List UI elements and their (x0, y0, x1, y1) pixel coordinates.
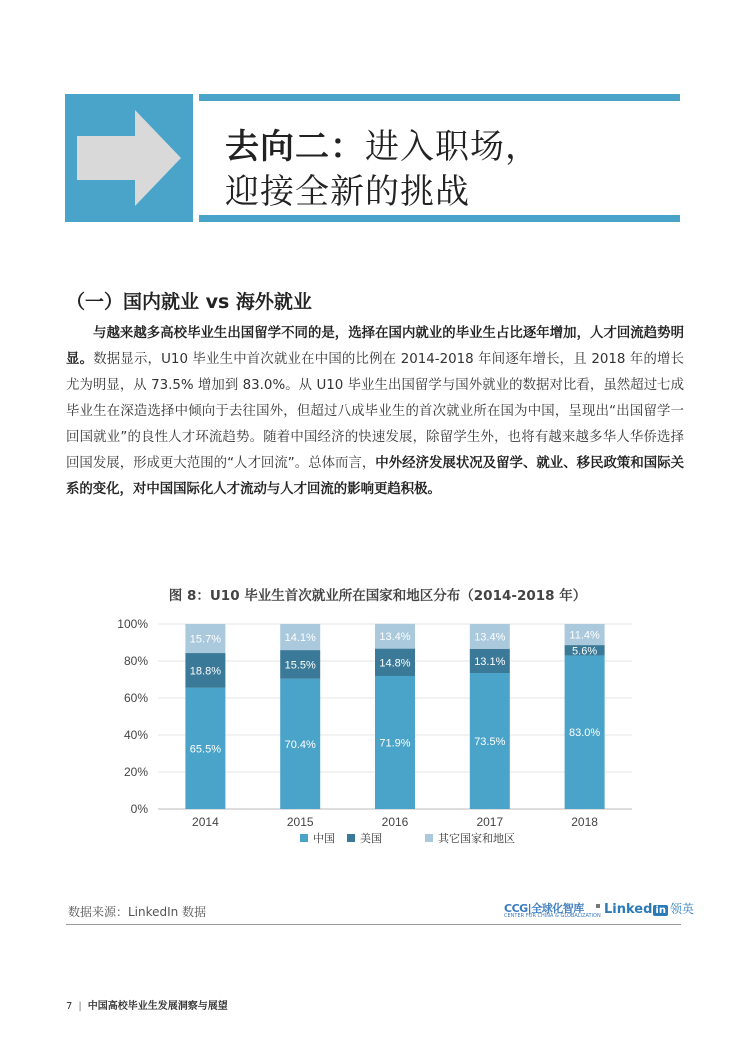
data-label: 14.8% (379, 657, 411, 670)
linkedin-in-badge: in (655, 905, 666, 916)
paragraph-bold-outro: 中外经济发展状况及留学、就业、移民政策和国际关系的变化，对中国国际化人才流动与人才回流的影响更趋积极。 (66, 456, 685, 497)
paragraph-body: 数据显示，U10 毕业生中首次就业在中国的比例在 2014-2018 年间逐年增长，且 2018 年的增长尤为明显，从 73.5% 增加到 83.0%。从 U10 毕业生出国留学与国外就业的数据对比看，虽然超过七成毕业生在深造选择中倾向于去往国外，但超过八成毕业生的首次就业所在国为中国，呈现出“出国留学一回国就业”的良性人才环流趋势。随着中国经济的快速发展，除留学生外，也将有越来越多华人华侨选择回国发展，形成更大范围的“人才回流”。总体而言， (66, 352, 685, 471)
data-label: 13.4% (474, 631, 506, 644)
legend-label: 其它国家和地区 (438, 832, 515, 845)
legend-swatch (300, 834, 308, 842)
x-tick-label: 2016 (381, 815, 409, 829)
data-label: 13.4% (379, 631, 411, 644)
paragraph-bold-intro: 与越来越多高校毕业生出国留学不同的是，选择在国内就业的毕业生占比逐年增加，人才回流趋势明显。 (66, 326, 684, 367)
y-tick-label: 0% (130, 802, 148, 816)
banner-title-panel (199, 101, 680, 215)
data-label: 15.5% (284, 659, 316, 672)
y-tick-label: 100% (117, 617, 148, 631)
section-heading: （一）国内就业 vs 海外就业 (66, 291, 312, 313)
banner-arrow-block (65, 94, 193, 222)
data-label: 14.1% (284, 632, 316, 645)
chart-title: 图 8：U10 毕业生首次就业所在国家和地区分布（2014-2018 年） (168, 588, 587, 604)
page-number: 7 (66, 1001, 73, 1012)
chapter-title-line1 (225, 119, 540, 168)
data-label: 83.0% (568, 727, 601, 740)
y-tick-label: 80% (123, 654, 148, 668)
data-label: 71.9% (379, 737, 411, 750)
legend-swatch (347, 834, 355, 842)
banner-title-frame (199, 94, 680, 222)
linkedin-logo-text: Linked (604, 902, 653, 917)
data-label: 65.5% (189, 743, 222, 756)
legend-label: 美国 (360, 832, 382, 845)
page-footer (66, 997, 228, 1012)
chapter-title-rest: 进入职场， (365, 127, 540, 167)
data-label: 15.7% (189, 633, 222, 646)
x-tick-label: 2014 (192, 815, 219, 829)
chapter-banner (65, 94, 680, 222)
x-tick-label: 2015 (286, 815, 314, 829)
chapter-title-bold: 去向二： (225, 127, 365, 167)
stacked-bar-chart (0, 610, 755, 860)
data-label: 70.4% (284, 738, 316, 751)
y-tick-label: 20% (123, 765, 148, 779)
body-paragraph (66, 321, 684, 503)
x-tick-label: 2017 (476, 815, 504, 829)
ccg-logo-subtitle: CENTER FOR CHINA & GLOBALIZATION (504, 913, 601, 919)
arrow-right-icon (65, 94, 193, 222)
chapter-title-line2: 迎接全新的挑战 (225, 172, 470, 212)
legend-swatch (425, 834, 433, 842)
logo-separator (596, 904, 600, 908)
y-tick-label: 40% (123, 728, 148, 742)
x-tick-label: 2018 (571, 815, 598, 829)
ccg-logo: CCG|全球化智库 (504, 902, 584, 915)
y-tick-label: 60% (123, 691, 148, 705)
data-label: 11.4% (569, 629, 600, 642)
data-label: 13.1% (474, 655, 506, 668)
data-source: 数据来源：LinkedIn 数据 (68, 905, 207, 919)
data-label: 5.6% (572, 645, 598, 658)
footer-title: 中国高校毕业生发展洞察与展望 (87, 1001, 228, 1012)
linkedin-logo-cn: 领英 (669, 902, 694, 916)
linkedin-logo (604, 900, 694, 917)
source-rule (66, 924, 681, 925)
data-label: 18.8% (189, 665, 222, 678)
data-label: 73.5% (474, 736, 506, 749)
legend-label: 中国 (313, 832, 335, 845)
footer-separator: | (78, 1001, 82, 1012)
